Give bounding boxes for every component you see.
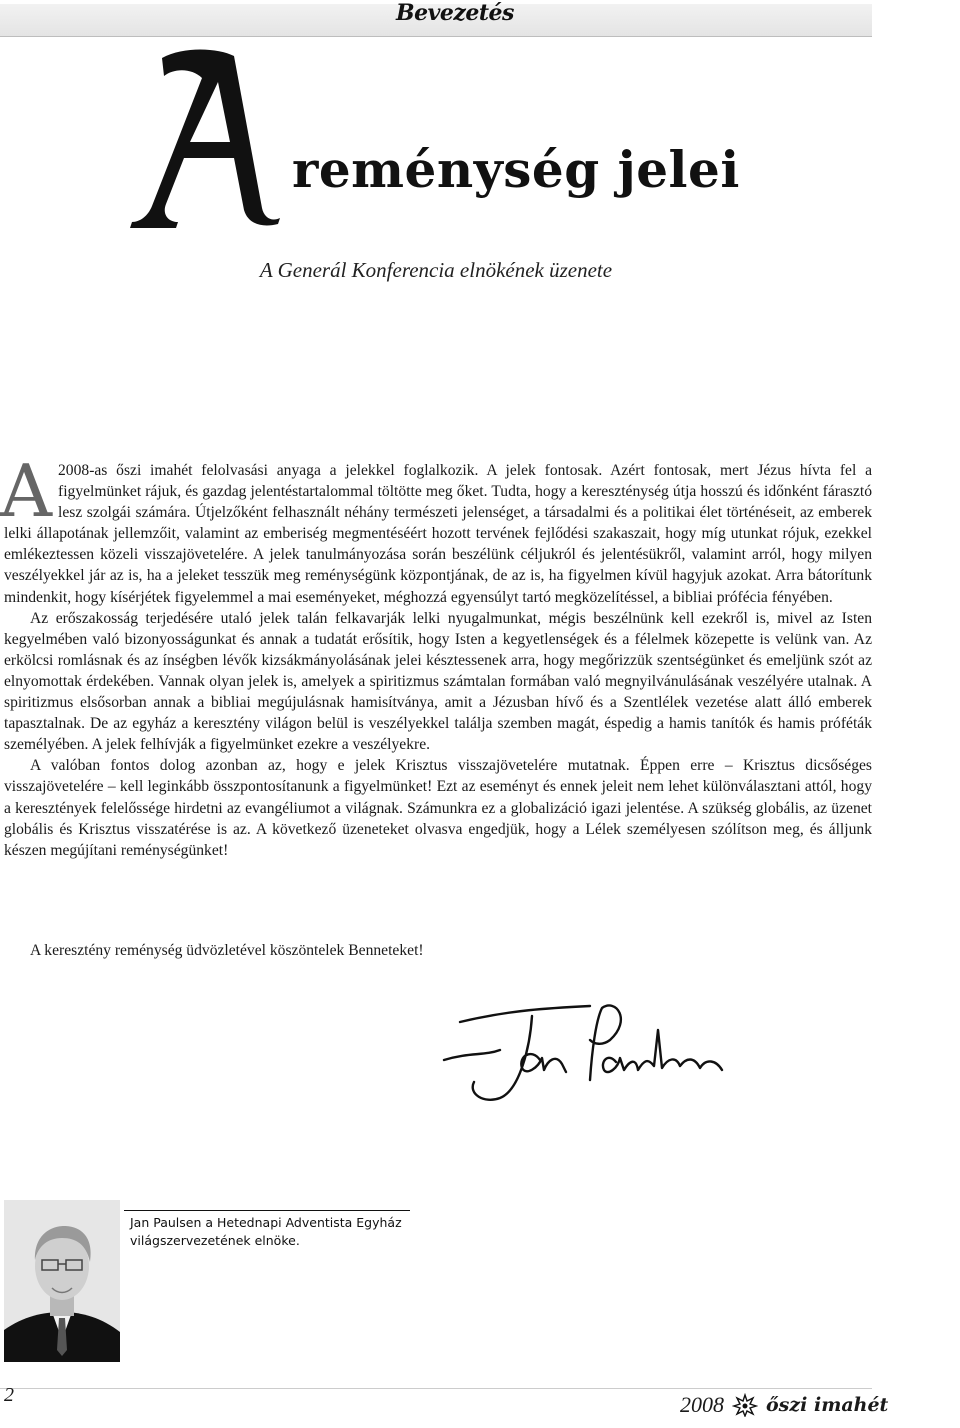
paragraph-3: A valóban fontos dolog azonban az, hogy e jelek Krisztus visszajövetelére mutatnak. Éppen erre – Krisztus dicsőséges visszajövetelére – kell leginkább összpontosítanunk a figyelmünket! Ezt az eseményt és ennek jeleit nem lehet különválasztani attól, hogy a keresztények felelőssége hirdetni az evangéliumot a világnak. Számunkra ez a globalizáció igazi jelentése. A szükség globális, az üzenet globális és Krisztus visszatérése is az. A következő üzeneteket olvasva engedjük, hogy a Lélek személyesen szólítson meg, és álljunk készen megújítani reménységünket!	[4, 757, 872, 859]
footer-publication	[680, 1392, 888, 1418]
footer-rule	[0, 1388, 872, 1389]
author-portrait	[4, 1200, 120, 1362]
caption-line-1: Jan Paulsen a Hetednapi Adventista Egyház	[130, 1215, 402, 1230]
footer-label: őszi imahét	[766, 1394, 889, 1416]
article-body	[0, 449, 872, 861]
drop-cap: A	[0, 449, 52, 533]
caption-rule	[124, 1210, 410, 1211]
paragraph-1-text: 2008-as őszi imahét felolvasási anyaga a jelekkel foglalkozik. A jelek fontosak. Azért fontosak, mert Jézus hívta fel a figyelmünket rájuk, és gazdag jelentéstartalommal töltötte meg őket. Tudta, hogy a kereszténység útja hosszú és időnként fárasztó lesz szolgái számára. Útjelzőként felhasznált néhány természeti jelenséget, a társadalmi és a politikai élet történéseit, az emberek lelki állapotának jellemzőit, valamint az emberiség megmentéséért hozott tervének fejlődési szakaszait, hogy míg utunkat rójuk, ezekkel emlékeztessen közeli visszajövetelére. A jelek tanulmányozása során beszélünk céljukról és jelentésükről, valamint arról, hogy milyen veszélyekkel jár az is, ha a jeleket tesszük meg reménységünk központjának, de az is, ha figyelmen kívül hagyjuk azokat. Arra bátorítunk mindenkit, hogy kísérjétek figyelemmel a mai eseményeket, méghozzá egyensúlyt tartó megközelítéssel, a bibliai prófécia fényében.	[4, 462, 872, 606]
leaf-icon	[732, 1393, 758, 1417]
decorative-initial-a	[122, 38, 282, 228]
subtitle: A Generál Konferencia elnökének üzenete	[259, 258, 613, 282]
paragraph-1	[0, 449, 872, 608]
handwritten-signature	[440, 1000, 740, 1110]
main-title: reménység jelei	[292, 140, 740, 199]
portrait-caption	[130, 1214, 410, 1250]
page-number: 2	[4, 1384, 14, 1406]
caption-line-2: világszervezetének elnöke.	[130, 1233, 300, 1248]
closing-greeting: A keresztény reménység üdvözletével köszöntelek Benneteket!	[30, 942, 424, 959]
section-title: Bevezetés	[396, 0, 514, 26]
paragraph-2: Az erőszakosság terjedésére utaló jelek talán felkavarják lelki nyugalmunkat, mégis beszélnünk kell ezekről is, mivel az Isten kegyelmében való bizonyosságunkat és annak a tudatát erősítik, hogy Isten a kegyetlenségek és a félelmek közepette is velünk van. Az erkölcsi romlásnak és az ínségben lévők kizsákmányolásának jelei késztessenek arra, hogy megőrizzük szentségünket és emeljünk szót az elnyomottak érdekében. Vannak olyan jelek is, amelyek a spiritizmus számtalan formában való megnyilvánulásának veszélyére utalnak. A spiritizmus elsősorban annak a bibliai megújulásnak hamisítványa, amit a Jézusban hívő és a Szentlélek vezetése alatt álló emberek tapasztalnak. De az egyház a keresztény világon belül is veszélyekkel találja szemben magát, éspedig a hamis tanítók és hamis próféták személyében. A jelek felhívják a figyelmünket ezekre a veszélyekre.	[4, 609, 872, 754]
footer-year: 2008	[680, 1392, 724, 1417]
